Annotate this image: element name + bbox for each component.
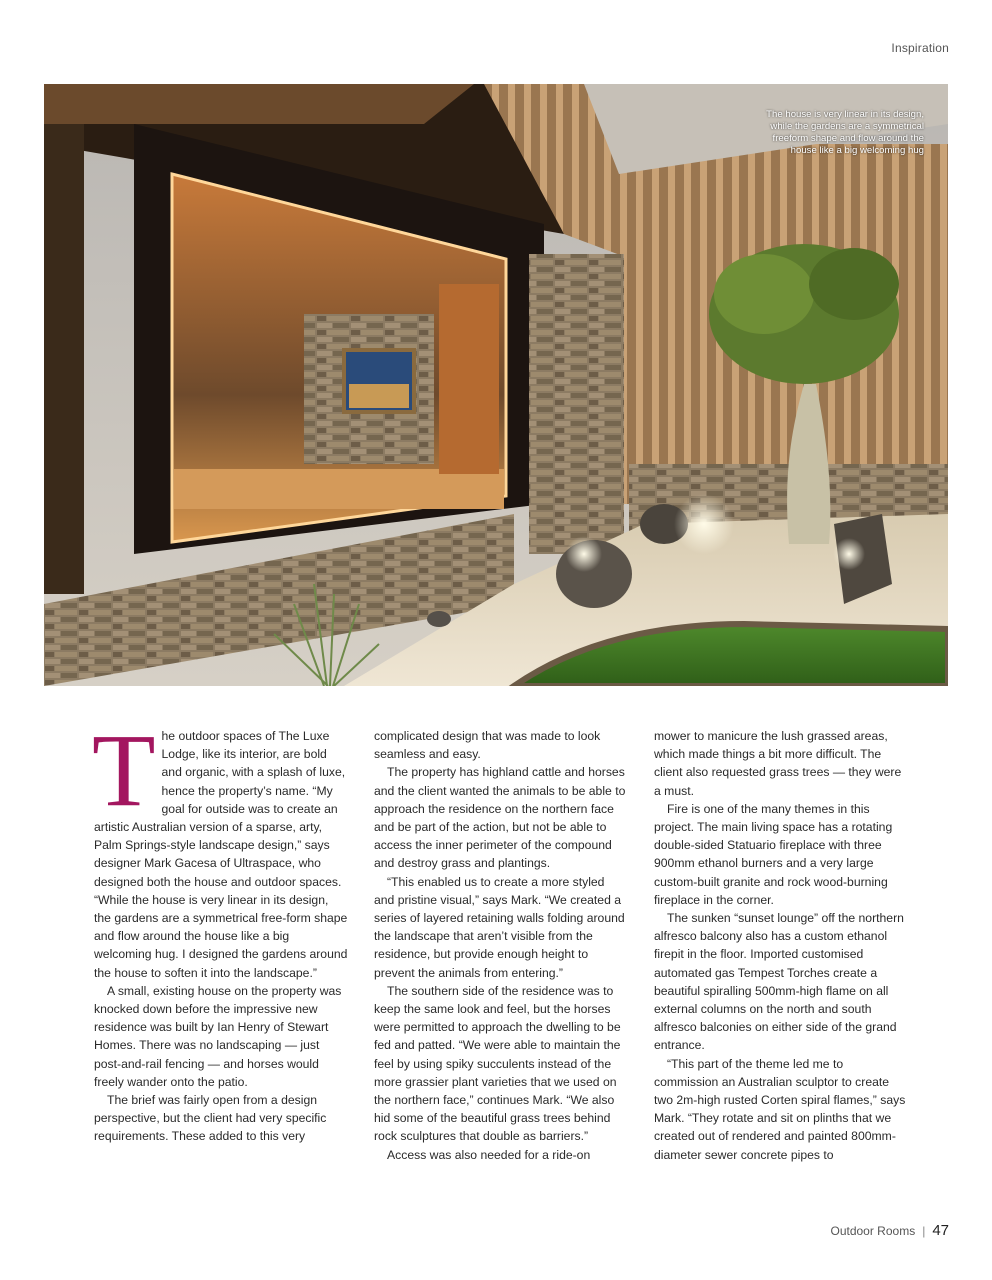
- footer-separator: |: [922, 1224, 926, 1238]
- photo-caption: The house is very linear in its design, while the gardens are a symmetrical freeform shape and flow around the house like a big welcoming hug: [766, 109, 924, 156]
- house-garden-illustration: [44, 84, 948, 686]
- paragraph: “This part of the theme led me to commission an Australian sculptor to create two 2m-high rusted Corten spiral flames,” says Mark. “They rotate and sit on plinths that we created out of rendered and painted 800mm-diameter sewer concrete pipes to: [654, 1056, 906, 1162]
- paragraph: A small, existing house on the property was knocked down before the impressive new residence was built by Ian Henry of Stewart Homes. There was no landscaping — just post-and-rail fencing — and horses would freely wander onto the patio.: [94, 983, 342, 1089]
- paragraph: “This enabled us to create a more styled and pristine visual,” says Mark. “We created a series of layered retaining walls folding around the landscape that aren’t visible from the residence, but provide enough height to prevent the animals from entering.”: [374, 874, 625, 980]
- paragraph: The property has highland cattle and horses and the client wanted the animals to be able to approach the residence on the northern face and be part of the action, but not be able to access the inner perimeter of the compound and destroy grass and plantings.: [374, 765, 626, 871]
- article-body: [92, 713, 908, 1164]
- page-footer: [830, 1222, 949, 1239]
- publication-name: Outdoor Rooms: [830, 1224, 916, 1238]
- paragraph: The outdoor spaces of The Luxe Lodge, like its interior, are bold and organic, with a splash of luxe, hence the property’s name. “My goal for outside was to create an artistic Australian version of a sparse, arty, Palm Springs-style landscape design,” says designer Mark Gacesa of Ultraspace, who designed both the house and outdoor spaces. “While the house is very linear in its design, the gardens are a symmetrical free-form shape and flow around the house like a big welcoming hug. I designed the gardens around the house to soften it into the landscape.”: [92, 713, 348, 980]
- paragraph: The sunken “sunset lounge” off the northern alfresco balcony also has a custom ethanol firepit in the floor. Imported customised automated gas Tempest Torches create a beautiful spiralling 500mm-high flame on all external columns on the north and south alfresco balconies on either side of the grand entrance.: [654, 911, 904, 1053]
- paragraph: complicated design that was made to look seamless and easy.: [374, 729, 601, 762]
- paragraph: Access was also needed for a ride-on: [387, 1147, 591, 1162]
- column-2: [374, 727, 628, 1164]
- column-3: [654, 727, 908, 1164]
- paragraph: The southern side of the residence was to keep the same look and feel, but the horses were permitted to approach the dwelling to be fed and patted. “We were able to maintain the feel by using spiky succulents instead of the more grassier plant varieties that we used on the northern face,” continues Mark. “We also hid some of the beautiful grass trees behind rock sculptures that double as barriers.”: [374, 983, 621, 1144]
- column-1: [92, 713, 348, 1164]
- paragraph: Fire is one of the many themes in this project. The main living space has a rotating double-sided Statuario fireplace with three 900mm ethanol burners and a very large custom-built granite and rock wood-burning fireplace in the corner.: [654, 801, 893, 907]
- page-number: 47: [932, 1222, 949, 1239]
- paragraph: The brief was fairly open from a design perspective, but the client had very specific requirements. These added to this very: [94, 1093, 327, 1144]
- drop-cap: T: [92, 713, 156, 828]
- section-label: Inspiration: [891, 41, 949, 55]
- feature-photo: [44, 84, 948, 686]
- paragraph: mower to manicure the lush grassed areas, which made things a bit more difficult. The client also requested grass trees — they were a must.: [654, 729, 902, 798]
